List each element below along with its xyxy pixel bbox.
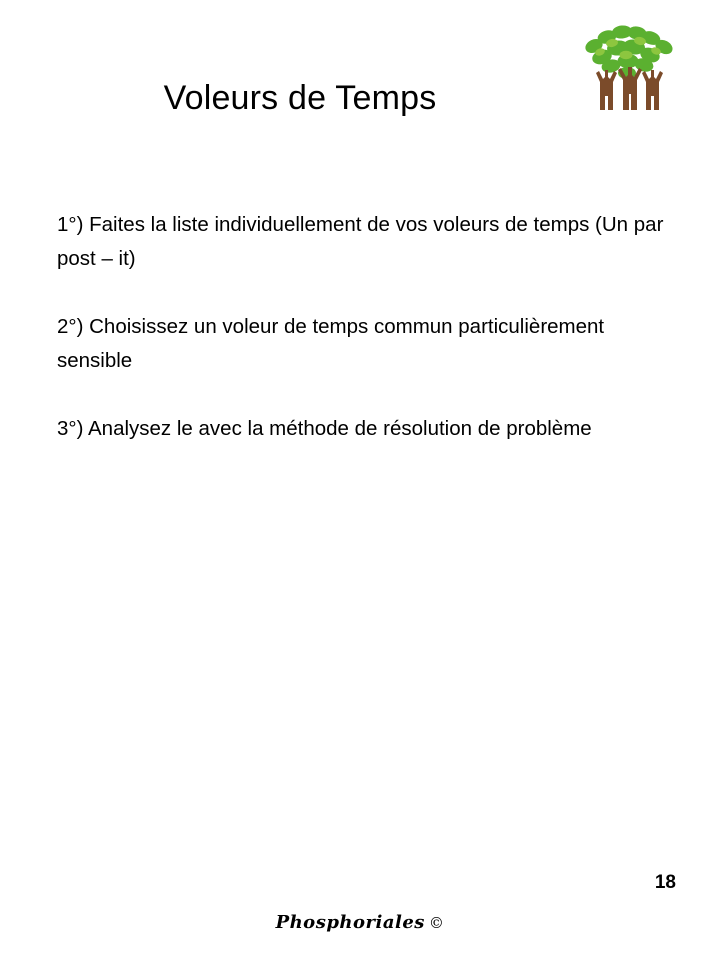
page-title: Voleurs de Temps <box>163 78 437 117</box>
body-paragraph-1: 1°) Faites la liste individuellement de vos voleurs de temps (Un par post – it) <box>57 213 664 270</box>
slide-body <box>57 208 677 446</box>
page-number: 18 <box>654 872 676 893</box>
body-paragraph-2: 2°) Choisissez un voleur de temps commun particulièrement sensible <box>57 315 605 372</box>
tree-people-logo <box>578 24 682 112</box>
footer-text: Phosphoriales <box>275 912 425 933</box>
body-paragraph-3: 3°) Analysez le avec la méthode de résolution de problème <box>57 417 592 440</box>
copyright-icon: © <box>428 914 445 932</box>
footer-signature <box>0 912 720 933</box>
